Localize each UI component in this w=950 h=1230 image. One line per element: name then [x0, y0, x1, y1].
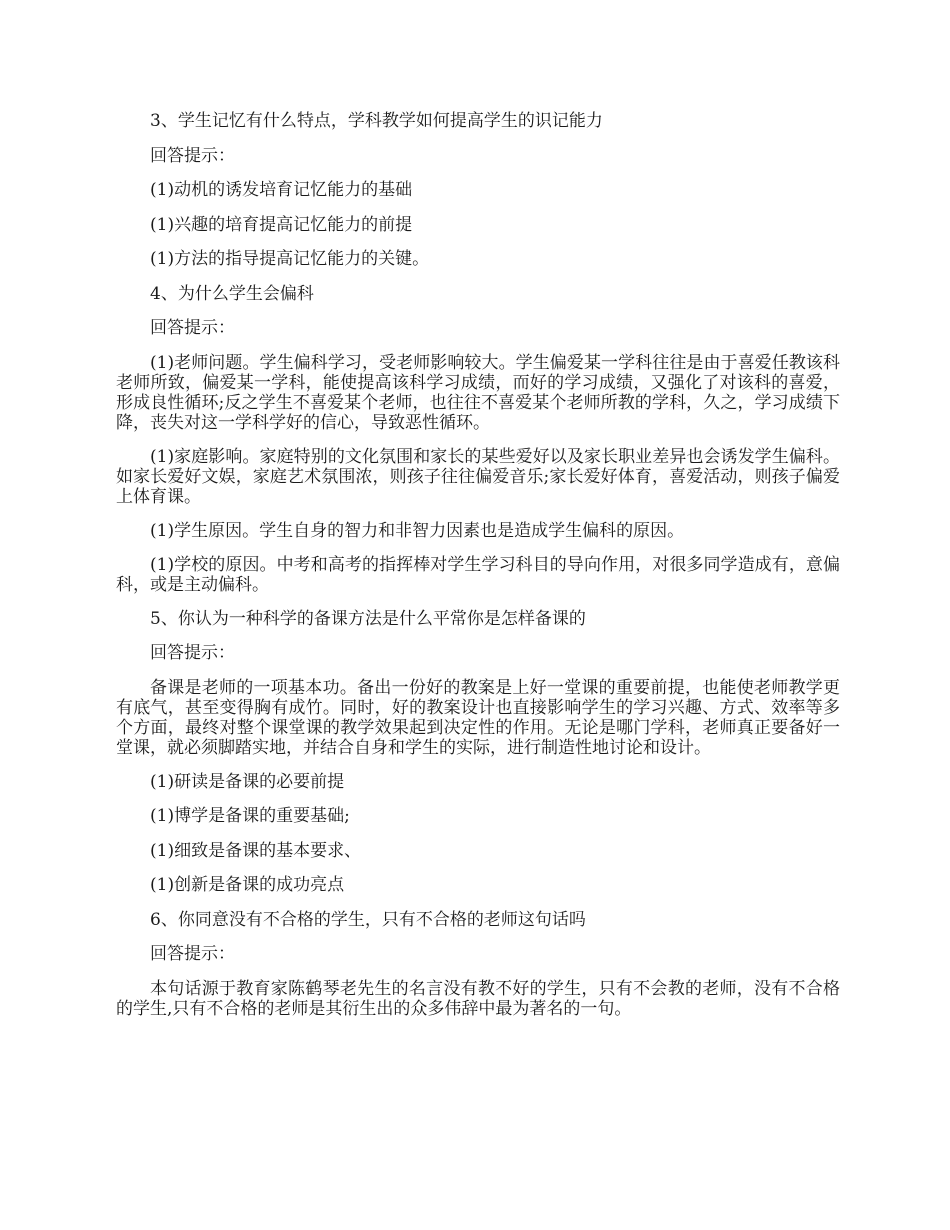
answer-paragraph: 本句话源于教育家陈鹤琴老先生的名言没有教不好的学生，只有不会教的老师，没有不合格的学生,只有不合格的老师是其衍生出的众多伟辞中最为著名的一句。 [116, 978, 840, 1019]
answer-paragraph: (1)学校的原因。中考和高考的指挥棒对学生学习科目的导向作用，对很多同学造成有，意偏科，或是主动偏科。 [116, 554, 840, 595]
answer-point: (1)细致是备课的基本要求、 [150, 840, 362, 861]
answer-point: (1)动机的诱发培育记忆能力的基础 [150, 180, 413, 200]
answer-hint-label: 回答提示： [150, 944, 235, 964]
document-body [116, 111, 840, 1033]
answer-hint-label: 回答提示： [150, 318, 235, 338]
question-heading: 6、你同意没有不合格的学生，只有不合格的老师这句话吗 [150, 909, 586, 930]
answer-hint-label: 回答提示： [150, 145, 235, 166]
answer-point: (1)方法的指导提高记忆能力的关键。 [150, 249, 430, 269]
answer-point: (1)博学是备课的重要基础; [150, 806, 350, 826]
question-heading: 4、为什么学生会偏科 [150, 283, 314, 304]
answer-point: (1)兴趣的培育提高记忆能力的前提 [150, 214, 413, 235]
answer-paragraph: (1)家庭影响。家庭特别的文化氛围和家长的某些爱好以及家长职业差异也会诱发学生偏科。如家长爱好文娱，家庭艺术氛围浓，则孩子往往偏爱音乐;家长爱好体育，喜爱活动，则孩子偏爱上体育课。 [116, 446, 840, 507]
answer-paragraph: 备课是老师的一项基本功。备出一份好的教案是上好一堂课的重要前提，也能使老师教学更有底气，甚至变得胸有成竹。同时，好的教案设计也直接影响学生的学习兴趣、方式、效率等多个方面，最终对整个课堂课的教学效果起到决定性的作用。无论是哪门学科，老师真正要备好一堂课，就必须脚踏实地，并结合自身和学生的实际，进行制造性地讨论和设计。 [116, 677, 840, 758]
question-heading: 5、你认为一种科学的备课方法是什么平常你是怎样备课的 [150, 608, 586, 629]
answer-paragraph: (1)老师问题。学生偏科学习，受老师影响较大。学生偏爱某一学科往往是由于喜爱任教该科老师所致，偏爱某一学科，能使提高该科学习成绩，而好的学习成绩，又强化了对该科的喜爱，形成良性循环;反之学生不喜爱某个老师，也往往不喜爱某个老师所教的学科，久之，学习成绩下降，丧失对这一学科学好的信心，导致恶性循环。 [116, 352, 840, 433]
answer-hint-label: 回答提示： [150, 643, 235, 663]
answer-paragraph: (1)学生原因。学生自身的智力和非智力因素也是造成学生偏科的原因。 [150, 520, 685, 541]
question-heading: 3、学生记忆有什么特点，学科教学如何提高学生的识记能力 [150, 111, 603, 131]
answer-point: (1)创新是备课的成功亮点 [150, 875, 345, 895]
answer-point: (1)研读是备课的必要前提 [150, 771, 345, 792]
